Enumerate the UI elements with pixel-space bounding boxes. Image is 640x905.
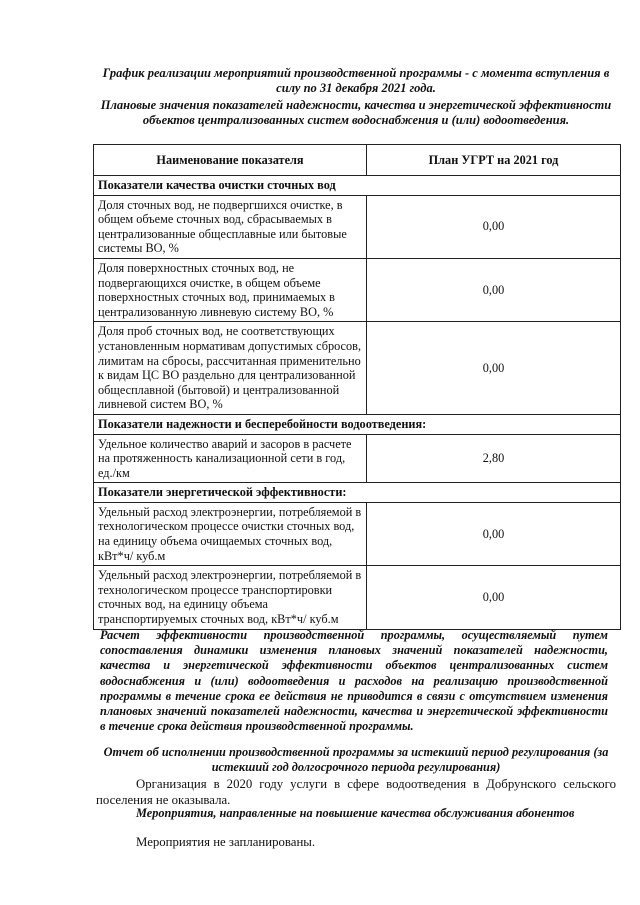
table-row [94,258,621,321]
indicator-value: 0,00 [367,566,621,629]
table-row [94,566,621,629]
table-row [94,502,621,565]
section-title-energy-efficiency: Показатели энергетической эффективности: [94,483,621,503]
report-title: Отчет об исполнении производственной программы за истекший период регулирования (за истекший год долгосрочного периода регулирования) [103,745,609,775]
indicator-name: Доля поверхностных сточных вод, не подвергающихся очистке, в общем объеме поверхностных сточных вод, принимаемых в централизованную ливневую систему ВО, % [94,258,367,321]
table-row [94,434,621,483]
table-row [94,322,621,415]
indicator-name: Удельный расход электроэнергии, потребляемой в технологическом процессе очистки сточных вод, на единицу объема очищаемых сточных вод, кВт*ч/ куб.м [94,502,367,565]
schedule-heading: График реализации мероприятий производственной программы - с момента вступления в силу по 31 декабря 2021 года. [102,66,610,95]
efficiency-note: Расчет эффективности производственной программы, осуществляемый путем сопоставления динамики изменения плановых значений показателей надежности, качества и энергетической эффективности объектов централизованных систем водоснабжения и (или) водоотведения и расходов на реализацию производственной программы в течение срока ее действия не приводится в связи с отсутствием изменения плановых значений показателей надежности, качества и энергетической эффективности в течение срока действия производственной программы. [100,628,608,734]
report-text: Организация в 2020 году услуги в сфере водоотведения в Добрунского сельского поселения не оказывала. [96,777,616,807]
measures-text: Мероприятия не запланированы. [136,835,316,849]
measures-title: Мероприятия, направленные на повышение качества обслуживания абонентов [136,806,575,820]
indicator-name: Доля проб сточных вод, не соответствующих установленным нормативам допустимых сбросов, лимитам на сбросы, рассчитанная применительно к видам ЦС ВО раздельно для централизованной общесплавной (бытовой) и централизованной ливневой систем ВО, % [94,322,367,415]
column-header-indicator: Наименование показателя [94,145,367,176]
planned-values-heading: Плановые значения показателей надежности, качества и энергетической эффективности объектов централизованных систем водоснабжения и (или) водоотведения. [100,98,612,127]
indicator-value: 0,00 [367,322,621,415]
section-title-reliability: Показатели надежности и бесперебойности водоотведения: [94,414,621,434]
table-header-row [94,145,621,176]
indicator-value: 0,00 [367,195,621,258]
indicator-name: Удельный расход электроэнергии, потребляемой в технологическом процессе транспортировки сточных вод, на единицу объема транспортируемых сточных вод, кВт*ч/ куб.м [94,566,367,629]
indicators-table [93,144,621,630]
indicator-value: 0,00 [367,502,621,565]
section-title-treatment-quality: Показатели качества очистки сточных вод [94,176,621,196]
section-row [94,414,621,434]
indicator-name: Удельное количество аварий и засоров в расчете на протяженность канализационной сети в год, ед./км [94,434,367,483]
indicator-value: 2,80 [367,434,621,483]
table-row [94,195,621,258]
section-row [94,176,621,196]
column-header-plan: План УГРТ на 2021 год [367,145,621,176]
indicator-value: 0,00 [367,258,621,321]
indicator-name: Доля сточных вод, не подвергшихся очистке, в общем объеме сточных вод, сбрасываемых в централизованные общесплавные или бытовые системы ВО, % [94,195,367,258]
section-row [94,483,621,503]
